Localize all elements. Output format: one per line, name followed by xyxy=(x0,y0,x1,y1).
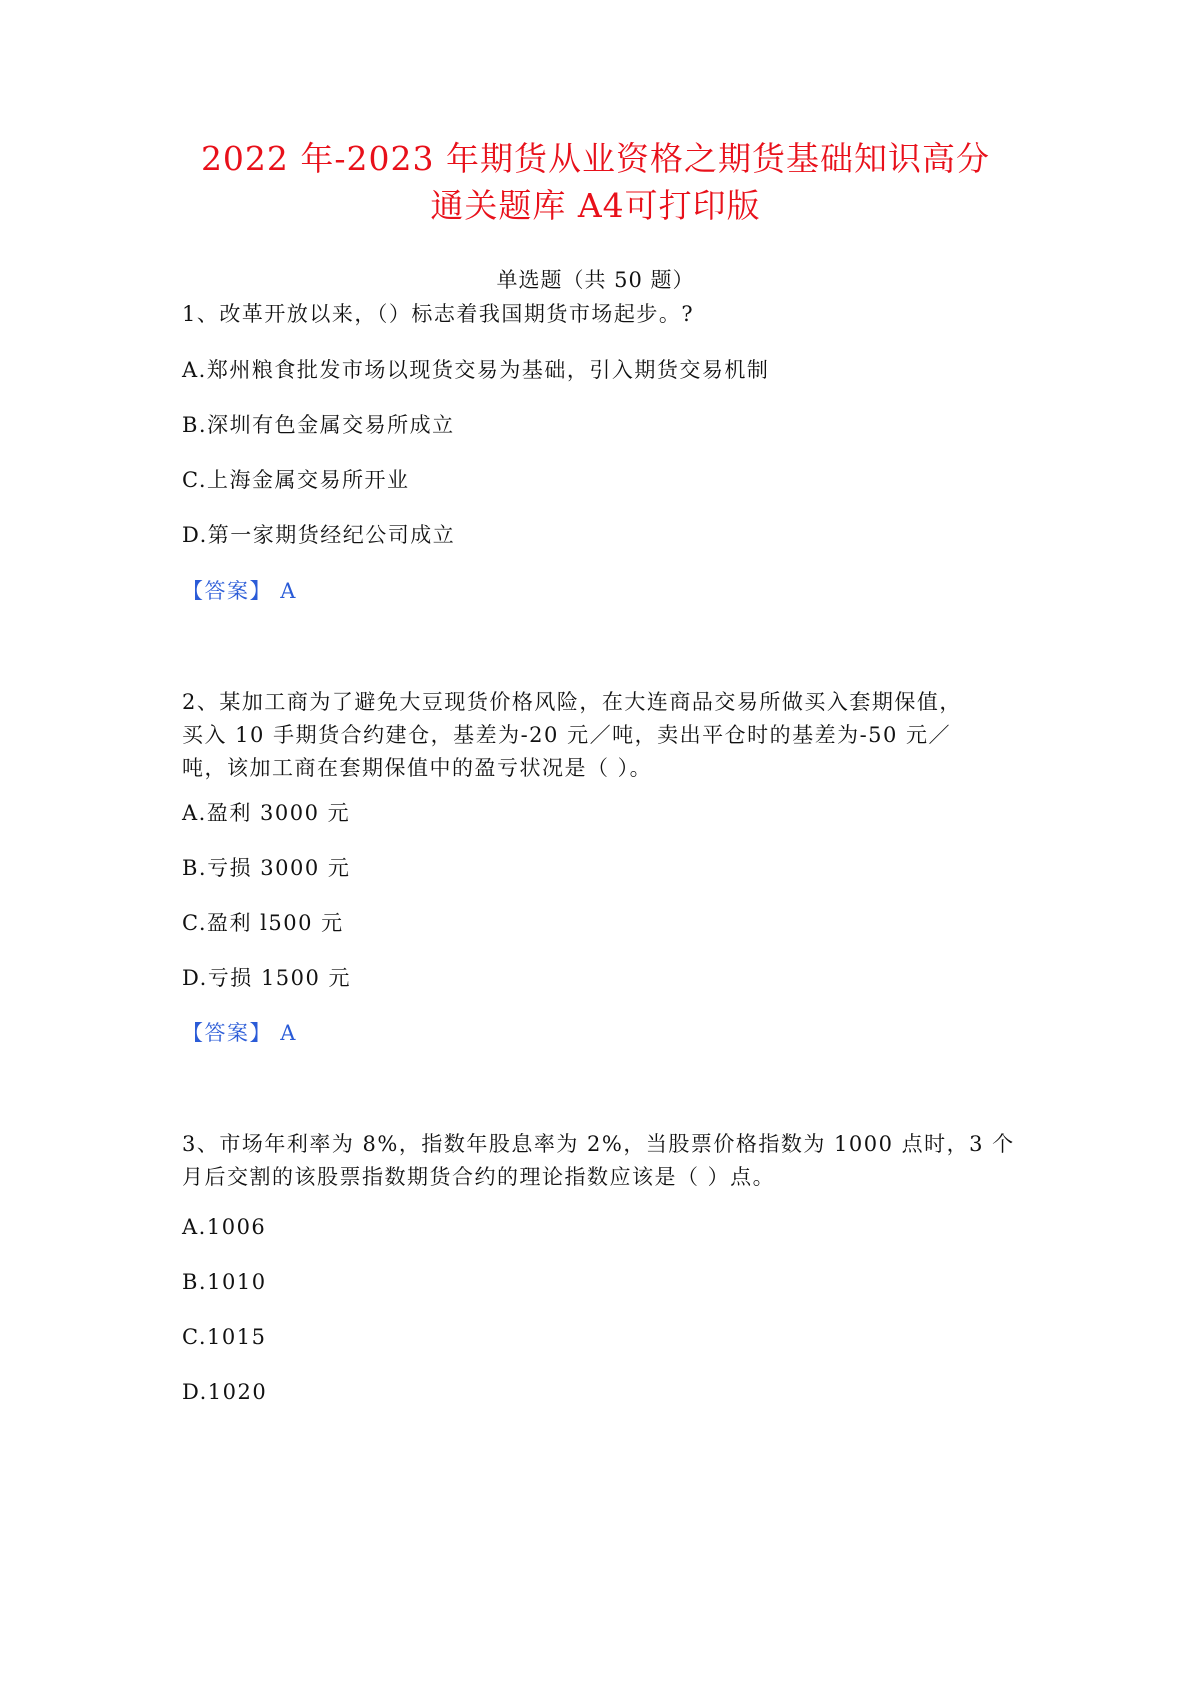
question-1-stem: 1、改革开放以来，（）标志着我国期货市场起步。? xyxy=(182,302,695,326)
section-heading: 单选题（共 50 题） xyxy=(496,268,695,292)
question-1-option-a: A.郑州粮食批发市场以现货交易为基础，引入期货交易机制 xyxy=(182,358,770,382)
question-1-option-b: B.深圳有色金属交易所成立 xyxy=(182,413,455,437)
question-2-option-b: B.亏损 3000 元 xyxy=(182,856,351,880)
question-3-option-d: D.1020 xyxy=(182,1380,268,1404)
question-2-option-a: A.盈利 3000 元 xyxy=(182,801,351,825)
question-2-option-d: D.亏损 1500 元 xyxy=(182,966,352,990)
answer-label: 【答案】 xyxy=(182,1021,272,1045)
question-1-option-d: D.第一家期货经纪公司成立 xyxy=(182,523,456,547)
document-title-line-2: 通关题库 A4可打印版 xyxy=(430,186,761,225)
answer-label: 【答案】 xyxy=(182,579,272,603)
question-2-stem-line-1: 2、某加工商为了避免大豆现货价格风险，在大连商品交易所做买入套期保值， xyxy=(182,690,962,714)
question-1-option-c: C.上海金属交易所开业 xyxy=(182,468,410,492)
question-2-stem-line-2: 买入 10 手期货合约建仓，基差为-20 元／吨，卖出平仓时的基差为-50 元／ xyxy=(182,723,952,747)
question-1-answer xyxy=(182,576,297,606)
question-3-option-a: A.1006 xyxy=(182,1215,267,1239)
question-2-stem-line-3: 吨，该加工商在套期保值中的盈亏状况是（ ）。 xyxy=(182,756,653,780)
answer-value: A xyxy=(280,1021,297,1045)
question-3-option-c: C.1015 xyxy=(182,1325,267,1349)
question-3-stem-line-2: 月后交割的该股票指数期货合约的理论指数应该是（ ）点。 xyxy=(182,1165,776,1189)
question-3-stem-line-1: 3、市场年利率为 8%，指数年股息率为 2%，当股票价格指数为 1000 点时，3 个 xyxy=(182,1132,1015,1156)
question-2-answer xyxy=(182,1018,297,1048)
document-title-line-1: 2022 年-2023 年期货从业资格之期货基础知识高分 xyxy=(200,139,991,178)
question-2-option-c: C.盈利 l500 元 xyxy=(182,911,344,935)
answer-value: A xyxy=(280,579,297,603)
question-3-option-b: B.1010 xyxy=(182,1270,267,1294)
